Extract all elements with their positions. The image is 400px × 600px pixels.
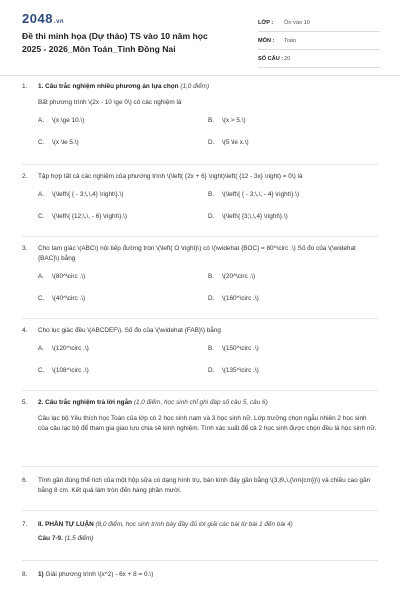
header-divider [0,75,400,76]
question-text: Tính gần đúng thể tích của một hộp sữa có dạng hình trụ, bán kính đáy gần bằng \(3,8\,\,{\rm{cm}}\) và chiều cao gần bằng 8 cm. Kết quả làm tròn đến hàng phần mười. [38,477,371,494]
meta-value: 20 [284,55,291,62]
meta-value: Toán [284,37,297,44]
question-divider [22,236,378,237]
site-logo[interactable]: 2048.vn [22,11,65,26]
option-a[interactable]: A. \(x \ge 10.\) [38,117,85,124]
question-text: Bất phương trình \(2x - 10 \ge 0\) có các nghiệm là [38,99,182,106]
question-number: 8. [22,571,28,578]
meta-row-class [258,14,380,32]
answer-options [38,272,378,304]
meta-row-count [258,50,380,68]
option-a[interactable]: A. \(80^\circ .\) [38,273,86,280]
option-b[interactable]: B. \(20^\circ .\) [208,273,256,280]
option-c[interactable]: C. \(40^\circ .\) [38,295,86,302]
option-c[interactable]: C. \(x \le 5.\) [38,139,79,146]
question-divider [22,164,378,165]
option-a[interactable]: A. \(120^\circ .\) [38,345,89,352]
section-heading: 1. Câu trắc nghiệm nhiều phương án lựa chọn (1,0 điểm) [38,83,210,90]
question-divider [22,318,378,319]
question-number: 1. [22,83,28,90]
option-b[interactable]: B. \(x > 5.\) [208,117,246,124]
answer-options [38,344,378,376]
option-b[interactable]: B. \(150^\circ .\) [208,345,259,352]
question-number: 2. [22,173,28,180]
section-heading: II. PHẦN TỰ LUẬN (8,0 điểm, học sinh trình bày đầy đủ lời giải các bài từ bài 1 đến bài 4) [38,521,293,528]
question-text: Cho tam giác \(ABC\) nội tiếp đường tròn \(\left( O \right)\) có \(\widehat {BOC} = 80^\circ .\) Số đo của \(\widehat {BAC}\) bằng [38,245,356,262]
question-number: 3. [22,245,28,252]
question-number: 6. [22,477,28,484]
question-number: 7. [22,521,28,528]
question-number: 5. [22,399,28,406]
exam-header [0,0,400,70]
option-b[interactable]: B. \(\left\{ { - 3;\,\, - 4} \right\}.\) [208,191,300,198]
exam-meta-table [258,14,380,68]
question-divider [22,560,378,561]
section-heading: 2. Câu trắc nghiệm trả lời ngắn (1,0 điểm, học sinh chỉ ghi đáp số câu 5, câu 6) [38,399,268,406]
meta-label: LỚP : [258,19,274,26]
sub-heading: Câu 7-9. (1,5 điểm) [38,535,94,542]
option-a[interactable]: A. \(\left\{ { - 3;\,\,4} \right\}.\) [38,191,124,198]
meta-value: Ôn vào 10 [284,19,310,26]
option-d[interactable]: D. \(\left\{ {3;\,\,4} \right\}.\) [208,213,288,220]
option-d[interactable]: D. \(160^\circ .\) [208,295,259,302]
option-c[interactable]: C. \(108^\circ .\) [38,367,89,374]
option-d[interactable]: D. \(135^\circ .\) [208,367,259,374]
meta-label: MÔN : [258,37,275,44]
meta-label: SỐ CÂU : [258,55,284,62]
question-divider [22,466,378,467]
meta-row-subject [258,32,380,50]
question-text: Tập hợp tất cả các nghiệm của phương trình \(\left( {2x + 6} \right)\left( {12 - 3x} \right) = 0\) là [38,173,303,180]
answer-options [38,190,378,222]
question-divider [22,390,378,391]
question-divider [22,510,378,511]
question-text: Câu lạc bộ Yêu thích học Toán của lớp có 2 học sinh nam và 3 học sinh nữ. Lớp trưởng chọn ngẫu nhiên 2 học sinh của câu lạc bộ để tham gia giao lưu chia sẻ kinh nghiệm. Tính xác suất để cả 2 học sinh được chọn đều là học sinh nữ. [38,415,377,432]
option-c[interactable]: C. \(\left\{ {12;\,\, - 6} \right\}.\) [38,213,127,220]
exam-title: Đề thi minh họa (Dự thảo) TS vào 10 năm học 2025 - 2026_Môn Toán_Tỉnh Đồng Nai [22,31,208,54]
question-text: 1) Giải phương trình \(x^2) - 6x + 8 = 0.\) [38,571,154,578]
answer-options [38,116,378,148]
question-text: Cho lục giác đều \(ABCDEF\). Số đo của \(\widehat {FAB}\) bằng [38,327,221,334]
option-d[interactable]: D. \(5 \le x.\) [208,139,249,146]
question-number: 4. [22,327,28,334]
